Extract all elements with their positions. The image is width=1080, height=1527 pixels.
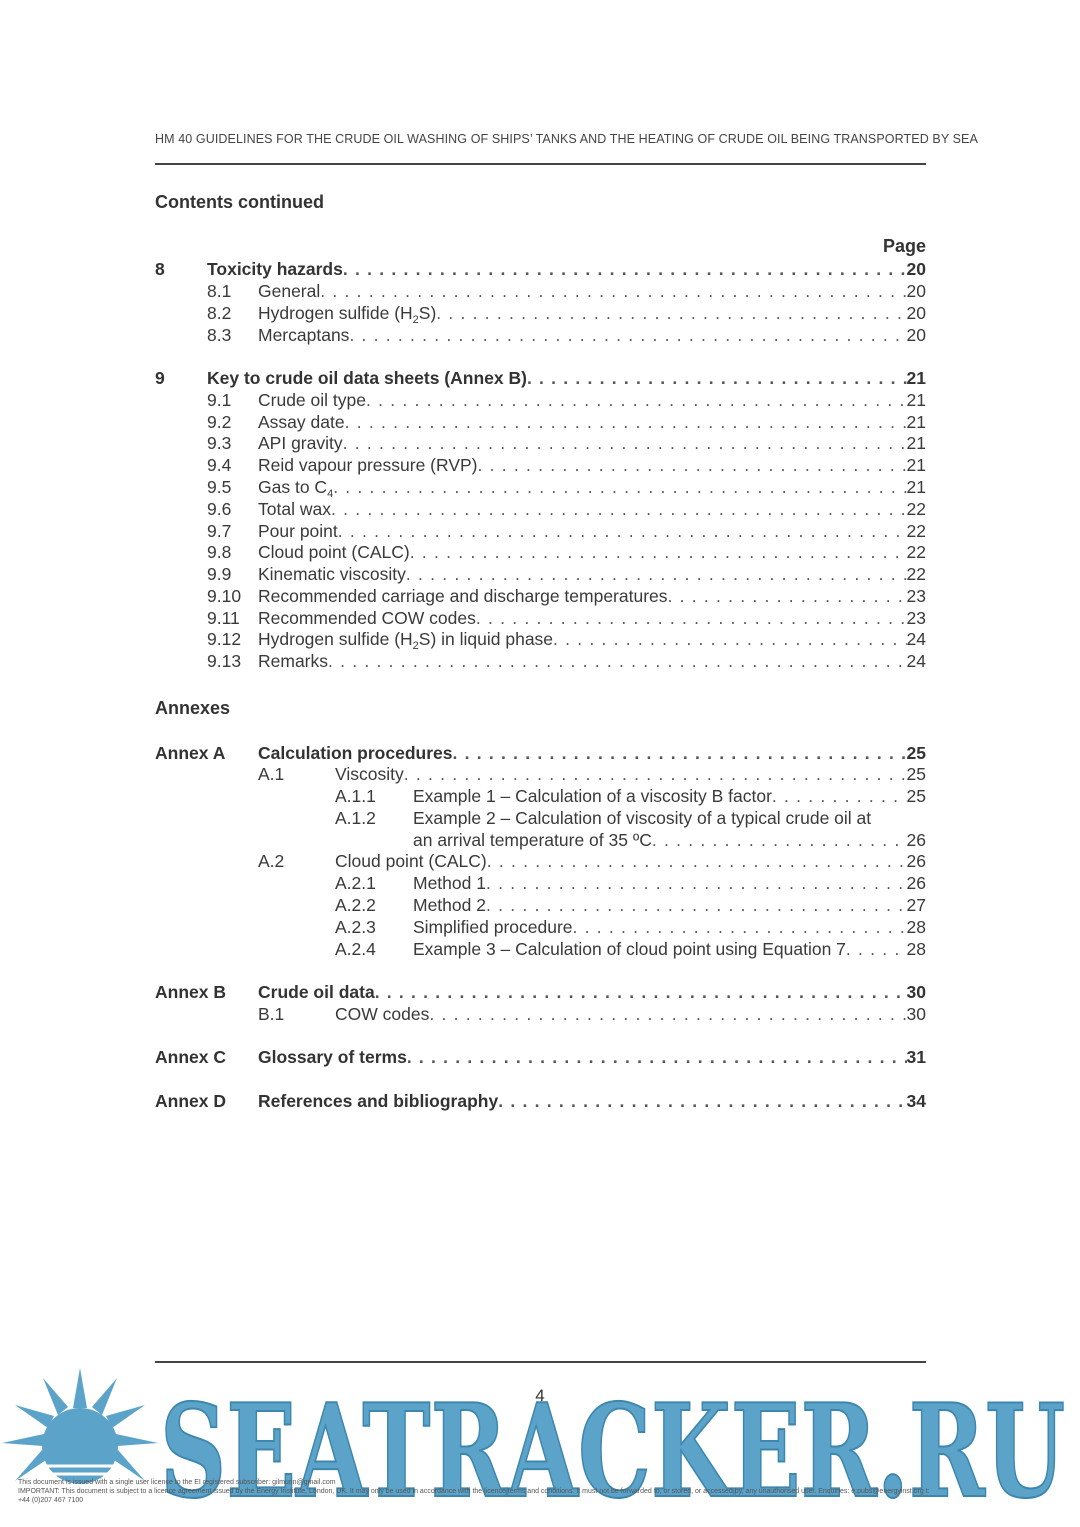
toc-title: Calculation procedures — [258, 743, 453, 763]
toc-item-b-1[interactable] — [155, 1003, 926, 1025]
toc-page: 21 — [906, 477, 926, 497]
toc-number: 9.8 — [207, 542, 232, 562]
toc-page: 30 — [906, 1004, 926, 1024]
toc-title: Remarks — [258, 651, 329, 671]
toc-title: Recommended COW codes — [258, 608, 476, 628]
toc-page: 21 — [906, 368, 926, 388]
toc-title: General — [258, 281, 321, 301]
toc-item-a-1-2-cont[interactable] — [155, 829, 926, 851]
toc-page: 24 — [906, 651, 926, 671]
toc-page: 20 — [906, 259, 926, 279]
toc-page: 26 — [906, 851, 926, 871]
toc-page: 34 — [906, 1091, 926, 1111]
toc-item-9-1[interactable] — [155, 389, 926, 411]
toc-number: A.2.2 — [335, 895, 376, 915]
toc-page: 22 — [906, 542, 926, 562]
toc-title: Pour point — [258, 521, 338, 541]
contents-title: Contents continued — [155, 192, 324, 212]
toc-annex-a[interactable] — [155, 742, 926, 764]
toc-number: 9.13 — [207, 651, 242, 671]
toc-item-a-2-1[interactable] — [155, 872, 926, 894]
toc-number: 9.11 — [207, 608, 240, 628]
annexes-heading: Annexes — [155, 698, 231, 718]
toc-item-a-1-2[interactable] — [155, 807, 926, 829]
toc-title: COW codes — [335, 1004, 430, 1024]
toc-page: 23 — [906, 586, 926, 606]
toc-title: Method 2 — [413, 895, 486, 915]
toc-page: 21 — [906, 433, 926, 453]
toc-item-9-5[interactable] — [155, 476, 926, 498]
toc-item-8-1[interactable] — [155, 280, 926, 302]
toc-title: Example 3 – Calculation of cloud point using Equation 7 — [413, 939, 846, 959]
toc-item-9-11[interactable] — [155, 607, 926, 629]
page-column-label: Page — [882, 236, 926, 256]
licence-line-2: IMPORTANT: This document is subject to a licence agreement issued by the Energy Institute, London, UK. It may only be used in accordance with the licence terms and conditions. It must not be forwarded to, or stored, or accessed by, any unauthorised user. Enquiries: e:pubs@energyinst.org t: — [18, 1488, 930, 1495]
toc-item-9-9[interactable] — [155, 563, 926, 585]
toc-title: Simplified procedure — [413, 917, 573, 937]
toc-title: Assay date — [258, 412, 345, 432]
toc-page: 26 — [906, 873, 926, 893]
toc-annex-d[interactable] — [155, 1090, 926, 1112]
toc-title: Hydrogen sulfide $(H_2S)$ in liquid phase — [258, 629, 554, 650]
toc-number: A.1.1 — [335, 786, 376, 806]
toc-item-9-8[interactable] — [155, 541, 926, 563]
toc-number: Annex D — [155, 1091, 226, 1111]
toc-number: Annex B — [155, 982, 226, 1002]
toc-number: A.1 — [258, 764, 285, 784]
toc-number: A.2 — [258, 851, 285, 871]
toc-page: 25 — [906, 764, 926, 784]
toc-number: A.2.4 — [335, 939, 376, 959]
licence-line-3: +44 (0)207 467 7100 — [18, 1497, 84, 1504]
toc-page: 26 — [906, 830, 926, 850]
toc-title: Toxicity hazards — [207, 259, 343, 279]
toc-number: 9.9 — [207, 564, 232, 584]
toc-number: 9.10 — [207, 586, 242, 606]
toc-item-9-6[interactable] — [155, 498, 926, 520]
toc-title: References and bibliography — [258, 1091, 499, 1111]
toc-title: Example 1 – Calculation of a viscosity B factor — [413, 786, 772, 806]
toc-title: Key to crude oil data sheets (Annex B) — [207, 368, 527, 388]
toc-title: Kinematic viscosity — [258, 564, 406, 584]
toc-title: Cloud point (CALC) — [258, 542, 410, 562]
toc-item-a-2-4[interactable] — [155, 938, 926, 960]
toc-page: 28 — [906, 917, 926, 937]
toc-item-8-2[interactable] — [155, 302, 926, 324]
toc-item-9-12[interactable] — [155, 628, 926, 650]
toc-annex-c[interactable] — [155, 1046, 926, 1068]
toc-page: 31 — [906, 1047, 926, 1067]
toc-number: 8.1 — [207, 281, 232, 301]
licence-line-1: This document is issued with a single user licence to the EI registered subscriber: gilmurin@gmail.com — [18, 1479, 336, 1486]
toc-annex-b[interactable] — [155, 981, 926, 1003]
toc-title: an arrival temperature of 35 ºC — [413, 830, 652, 850]
toc-item-9-3[interactable] — [155, 432, 926, 454]
running-head: HM 40 GUIDELINES FOR THE CRUDE OIL WASHING OF SHIPS’ TANKS AND THE HEATING OF CRUDE OIL BEING TRANSPORTED BY SEA — [155, 132, 978, 146]
toc-page: 28 — [906, 939, 926, 959]
toc-item-a-2-3[interactable] — [155, 916, 926, 938]
toc-page: 21 — [906, 455, 926, 475]
toc-title: Total wax — [258, 499, 331, 519]
toc-title: Crude oil type — [258, 390, 366, 410]
toc-number: 9.12 — [207, 629, 242, 649]
toc-item-a-2-2[interactable] — [155, 894, 926, 916]
toc-page: 22 — [906, 499, 926, 519]
toc-title: Cloud point (CALC) — [335, 851, 487, 871]
toc-title: Hydrogen sulfide $(H_2S)$ — [258, 303, 437, 324]
toc-title: Recommended carriage and discharge temperatures — [258, 586, 668, 606]
toc-item-9-4[interactable] — [155, 454, 926, 476]
toc-number: 8.3 — [207, 325, 232, 345]
toc-item-9-7[interactable] — [155, 520, 926, 542]
toc-number: Annex C — [155, 1047, 226, 1067]
toc-page: 20 — [906, 303, 926, 323]
toc-item-9-10[interactable] — [155, 585, 926, 607]
footer-rule — [155, 1361, 926, 1363]
toc-title: Viscosity — [335, 764, 404, 784]
toc-item-a-1[interactable] — [155, 763, 926, 785]
toc-title: Gas to $C_4$ — [258, 477, 334, 498]
toc-item-9-13[interactable] — [155, 650, 926, 672]
toc-number: B.1 — [258, 1004, 285, 1024]
toc-number: 9.2 — [207, 412, 232, 432]
toc-title: Method 1 — [413, 873, 486, 893]
toc-page: 22 — [906, 564, 926, 584]
toc-number: 9.5 — [207, 477, 232, 497]
toc-page: 24 — [906, 629, 926, 649]
toc-item-a-2[interactable] — [155, 850, 926, 872]
toc-page: 27 — [906, 895, 926, 915]
licence-notice — [18, 1478, 930, 1505]
toc-number: 9.7 — [207, 521, 232, 541]
toc-number: A.1.2 — [335, 808, 376, 828]
toc-page: 22 — [906, 521, 926, 541]
toc-number: 8 — [155, 259, 165, 279]
toc-number: A.2.1 — [335, 873, 376, 893]
toc-title: API gravity — [258, 433, 343, 453]
toc-number: Annex A — [155, 743, 226, 763]
toc-page: 25 — [906, 743, 926, 763]
toc-number: 9 — [155, 368, 165, 388]
toc-number: 8.2 — [207, 303, 232, 323]
toc-number: 9.4 — [207, 455, 232, 475]
toc-page: 25 — [906, 786, 926, 806]
toc-title: Crude oil data — [258, 982, 375, 1002]
toc-title: Reid vapour pressure (RVP) — [258, 455, 478, 475]
toc-page: 21 — [906, 412, 926, 432]
toc-title: Glossary of terms — [258, 1047, 407, 1067]
toc-page: 20 — [906, 281, 926, 301]
toc-title: Mercaptans — [258, 325, 350, 345]
toc-number: 9.3 — [207, 433, 232, 453]
toc-item-9-2[interactable] — [155, 411, 926, 433]
toc-number: A.2.3 — [335, 917, 376, 937]
toc-page: 23 — [906, 608, 926, 628]
toc-section-9[interactable] — [155, 367, 926, 389]
toc-item-a-1-1[interactable] — [155, 785, 926, 807]
toc-title: Example 2 – Calculation of viscosity of a typical crude oil at — [413, 808, 872, 828]
toc-number: 9.1 — [207, 390, 232, 410]
watermark-text: SEATRACKER.RU — [160, 1388, 1065, 1508]
toc-page: 21 — [906, 390, 926, 410]
toc-section-8[interactable] — [155, 258, 926, 280]
page-number: 4 — [535, 1386, 545, 1405]
toc-item-8-3[interactable] — [155, 324, 926, 346]
toc-number: 9.6 — [207, 499, 232, 519]
toc-page: 20 — [906, 325, 926, 345]
toc-page: 30 — [906, 982, 926, 1002]
header-rule — [155, 163, 926, 165]
